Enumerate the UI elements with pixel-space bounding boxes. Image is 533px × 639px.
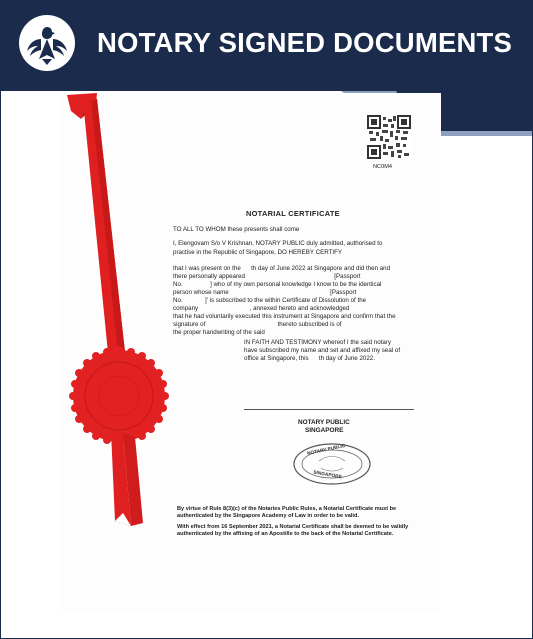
- logo: [19, 15, 75, 71]
- body-line: that I was present on the th day of June 2022 at Singapore and did then and: [173, 265, 391, 272]
- faith-line: IN FAITH AND TESTIMONY whereof I the said notary: [244, 339, 391, 346]
- footer-note: authenticated by the Singapore Academy of Law in order to be valid.: [177, 513, 359, 519]
- body-line: the proper handwriting of the said: [173, 329, 265, 336]
- faith-line: office at Singapore, this th day of June 2022.: [244, 355, 375, 362]
- faith-line: have subscribed my name and set and affixed my seal of: [244, 347, 401, 354]
- body-line: there personally appeared [Passport: [173, 273, 361, 280]
- notary-country: SINGAPORE: [305, 427, 344, 434]
- banner-title: NOTARY SIGNED DOCUMENTS: [97, 27, 513, 58]
- body-line: No. ]' is subscribed to the within Certificate of Dissolution of the: [173, 297, 367, 304]
- certificate-heading: NOTARIAL CERTIFICATE: [246, 209, 340, 218]
- intro-line: I, Elengovam S/o V Krishnan, NOTARY PUBLIC duly admitted, authorised to: [173, 240, 383, 247]
- body-line: No. ] who of my own personal knowledge I know to be the identical: [173, 281, 382, 288]
- footer-note: By virtue of Rule 8(3)(c) of the Notaries Public Rules, a Notarial Certificate must be: [177, 506, 397, 512]
- eagle-icon: [19, 15, 75, 71]
- stamp-text-bottom: SINGAPORE: [312, 470, 343, 481]
- notary-title: NOTARY PUBLIC: [298, 419, 350, 426]
- signature-line: [244, 409, 414, 410]
- footer-note: authenticated by the affixing of an Apostille to the back of the Notarial Certificate.: [177, 531, 394, 537]
- footer-note: With effect from 16 September 2021, a Notarial Certificate shall be deemed to be validly: [177, 524, 409, 530]
- salutation: TO ALL TO WHOM these presents shall come: [173, 226, 300, 233]
- header-banner: [1, 1, 533, 91]
- body-line: company , annexed hereto and acknowledged: [173, 305, 350, 312]
- qr-code: [367, 115, 411, 159]
- stamp-text-top: NOTARY PUBLIC: [306, 444, 346, 457]
- body-line: signature of thereto subscribed is of: [173, 321, 342, 328]
- intro-line: practise in the Republic of Singapore, DO HEREBY CERTIFY: [173, 249, 342, 256]
- body-line: person whose name [Passport: [173, 289, 357, 296]
- body-line: that he had voluntarily executed this instrument at Singapore and confirm that the: [173, 313, 396, 320]
- qr-caption: NC0M4: [373, 164, 392, 170]
